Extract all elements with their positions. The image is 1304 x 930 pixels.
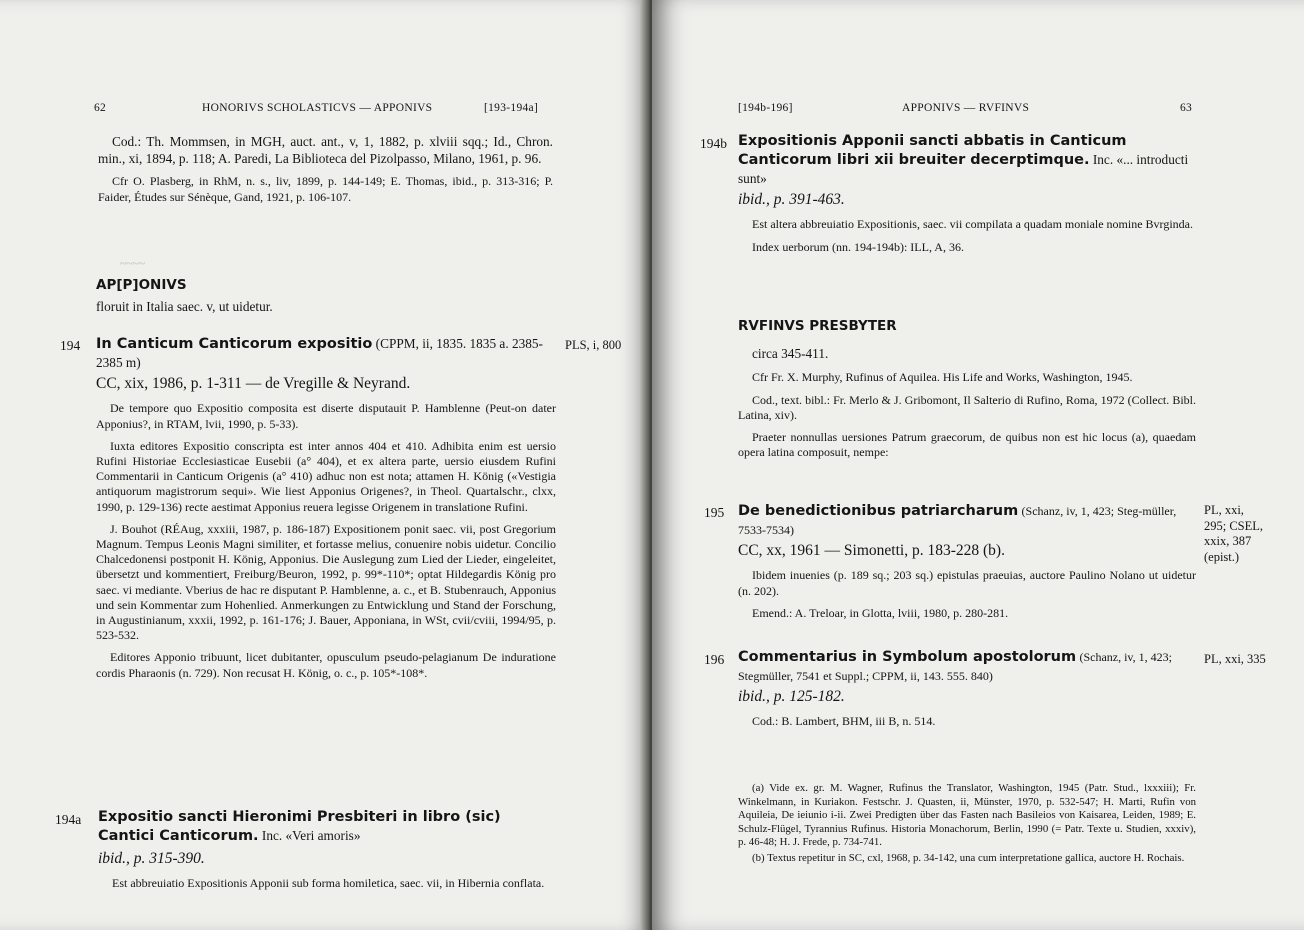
- entry-incipit: Inc. «Veri amoris»: [261, 828, 361, 843]
- entry-title: Commentarius in Symbolum apostolorum: [738, 649, 1077, 665]
- entry-paragraph: Ibidem inuenies (p. 189 sq.; 203 sq.) epistulas praeuias, auctore Paulino Nolano ut uidetur (n. 202).: [738, 568, 1196, 598]
- entry-paragraph: Editores Apponio tribuunt, licet dubitanter, opusculum pseudo-pelagianum De induratione cordis Pharaonis (n. 729). Non recusat H. König, o. c., p. 105*-108*.: [96, 650, 556, 680]
- side-note: PLS, i, 800: [565, 338, 622, 352]
- entry-incipit: Inc. «... introducti sunt»: [738, 152, 1189, 186]
- entry-paragraph: Est abbreuiatio Expositionis Apponii sub forma homiletica, saec. vii, in Hibernia conflata.: [112, 876, 545, 891]
- praeter-paragraph: Praeter nonnullas uersiones Patrum graecorum, de quibus non est hic locus (a), quaedam opera latina composuit, nempe:: [738, 430, 1196, 460]
- side-note-line: PL, xxi,: [1204, 503, 1244, 517]
- entry-edition: ibid., p. 315-390.: [98, 850, 205, 867]
- cod-paragraph: Cod., text. bibl.: Fr. Merlo & J. Gribomont, Il Salterio di Rufino, Roma, 1972 (Collect. Bibl. Latina, xiv).: [738, 392, 1196, 422]
- left-page: [0, 0, 648, 930]
- entry-194: [96, 335, 556, 688]
- entry-edition: CC, xix, 1986, p. 1-311 — de Vregille & Neyrand.: [96, 375, 411, 393]
- left-page-number: 62: [94, 102, 107, 114]
- entry-number: 196: [704, 652, 725, 667]
- entry-196: [738, 648, 1196, 737]
- side-note-line: xxix, 387: [1204, 534, 1252, 548]
- index-line: Index uerborum (nn. 194-194b): ILL, A, 36.: [752, 239, 964, 254]
- author-heading: RVFINVS PRESBYTER: [738, 318, 897, 334]
- entry-paragraph: J. Bouhot (RÉAug, xxxiii, 1987, p. 186-187) Expositionem ponit saec. vii, post Gregorium Magnum. Tempus Leonis Magni similiter, et fortasse melius, conuenire nobis uidetur. Concilio Chalcedonensi postponit H. König, Apponius. Die Auslegung zum Lied der Lieder, eingeleitet, übersetzt und kommentiert, Freiburg/Beuron, 1992, p. 99*-110*; optat Hildegardis König pro saec. vi mediante. Vberius de hac re disputant P. Hamblenne, a. c., et B. Stubenrauch, Apponius und sein Kommentar zum Hohenlied. Anmerkungen zu Entwicklung und Stand der Forschung, in Augustinianum, xxxii, 1992, p. 161-176; J. Bauer, Apponiana, in WSt, cvii/cviii, 1994/95, p. 523-532.: [96, 521, 556, 643]
- side-note: [1204, 503, 1263, 565]
- right-running-title: APPONIVS — RVFINVS: [902, 102, 1030, 114]
- entry-number: 194: [60, 338, 81, 353]
- entry-number: 195: [704, 505, 725, 520]
- author-heading: AP[P]ONIVS: [96, 277, 187, 293]
- cod-line: Cod.: B. Lambert, BHM, iii B, n. 514.: [752, 714, 936, 729]
- author-block-apponius: [96, 277, 556, 315]
- entry-paragraph: De tempore quo Expositio composita est diserte disputauit P. Hamblenne (Peut-on dater Apponius?, in RTAM, lvii, 1990, p. 5-33).: [96, 401, 556, 431]
- entry-title: In Canticum Canticorum expositio: [96, 336, 373, 352]
- entry-edition: CC, xx, 1961 — Simonetti, p. 183-228 (b).: [738, 542, 1005, 560]
- entry-reference: (Schanz, iv, 1, 423; Stegmüller, 7541 et Suppl.; CPPM, ii, 143. 555. 840): [738, 650, 1172, 683]
- entry-195: [738, 502, 1196, 628]
- cfr-paragraph: Cfr Fr. X. Murphy, Rufinus of Aquilea. His Life and Works, Washington, 1945.: [752, 370, 1133, 385]
- entry-title: Expositio sancti Hieronimi Presbiteri in libro (sic) Cantici Canticorum.: [98, 809, 501, 844]
- entry-title: De benedictionibus patriarcharum: [738, 503, 1019, 519]
- author-block-rufinus: [738, 318, 1196, 467]
- right-page-range: [194b-196]: [738, 102, 793, 114]
- cfr-paragraph: Cfr O. Plasberg, in RhM, n. s., liv, 1899, p. 144-149; E. Thomas, ibid., p. 313-316; P. Faider, Études sur Sénèque, Gand, 1921, p. 106-107.: [98, 174, 553, 204]
- side-note-line: (epist.): [1204, 549, 1240, 564]
- author-floruit: floruit in Italia saec. v, ut uidetur.: [96, 299, 273, 315]
- cod-paragraph: Cod.: Th. Mommsen, in MGH, auct. ant., v, 1, 1882, p. xlviii sqq.; Id., Chron. min., xi, 1894, p. 118; A. Paredi, La Biblioteca del Pizolpasso, Milano, 1961, p. 96.: [98, 134, 553, 167]
- side-note-line: 295; CSEL,: [1204, 518, 1264, 533]
- emend-line: Emend.: A. Treloar, in Glotta, lviii, 1980, p. 280-281.: [752, 605, 1009, 620]
- footnote: (b) Textus repetitur in SC, cxl, 1968, p. 34-142, una cum interpretatione gallica, auctore H. Rochais.: [752, 851, 1185, 864]
- entry-paragraph: Iuxta editores Expositio conscripta est inter annos 404 et 410. Adhibita enim est uersio Rufini Historiae Ecclesiasticae Eusebii (a° 404), et ex altera parte, uersio eiusdem Rufini Commentarii in Canticum Origenis (a° 410) adhuc non est nota; attamen H. König («Vestigia antiquorum magistrorum sequi». Wie liest Apponius Origenes?, in Theol. Quartalschr., clxx, 1990, p. 129-136) recte aestimat Apponius reuera legisse Origenem in translatione Rufini.: [96, 438, 556, 514]
- entry-194b: [738, 132, 1196, 262]
- entry-edition: ibid., p. 125-182.: [738, 688, 845, 706]
- footnotes: [738, 782, 1196, 873]
- bleed-through-text: ~~~~: [120, 256, 145, 270]
- entry-edition: ibid., p. 391-463.: [738, 191, 845, 209]
- entry-number: 194a: [55, 812, 82, 827]
- entry-title: Expositionis Apponii sancti abbatis in Canticum Canticorum libri xii breuiter decerptimque.: [738, 133, 1127, 168]
- entry-194a: [98, 808, 556, 898]
- author-dates: circa 345-411.: [752, 346, 829, 362]
- left-top-block: [98, 133, 553, 212]
- entry-paragraph: Est altera abbreuiatio Expositionis, saec. vii compilata a quadam moniale nomine Bvrginda.: [752, 217, 1193, 232]
- right-page: [652, 0, 1304, 930]
- entry-number: 194b: [700, 136, 727, 151]
- footnote: (a) Vide ex. gr. M. Wagner, Rufinus the Translator, Washington, 1945 (Patr. Stud., lxxxiii); Fr. Winkelmann, in Kuriakon. Festschr. J. Quasten, ii, Münster, 1970, p. 532-547; H. Marti, Rufin von Aquileia, De ieiunio i-ii. Zwei Predigten über das Fasten nach Basileios von Kaisarea, Leiden, 1989; E. Schulz-Flügel, Tyrannius Rufinus. Historia Monachorum, Berlin, 1990 (= Patr. Texte u. Studien, xxxiv), p. 46-48; H. J. Frede, p. 734-741.: [738, 782, 1196, 849]
- entry-reference: (CPPM, ii, 1835. 1835 a. 2385-2385 m): [96, 336, 543, 370]
- left-running-title: HONORIVS SCHOLASTICVS — APPONIVS: [202, 102, 433, 114]
- right-page-number: 63: [1180, 102, 1193, 114]
- left-page-range: [193-194a]: [484, 102, 539, 114]
- entry-reference: (Schanz, iv, 1, 423; Steg-müller, 7533-7534): [738, 504, 1177, 537]
- side-note: PL, xxi, 335: [1204, 652, 1266, 666]
